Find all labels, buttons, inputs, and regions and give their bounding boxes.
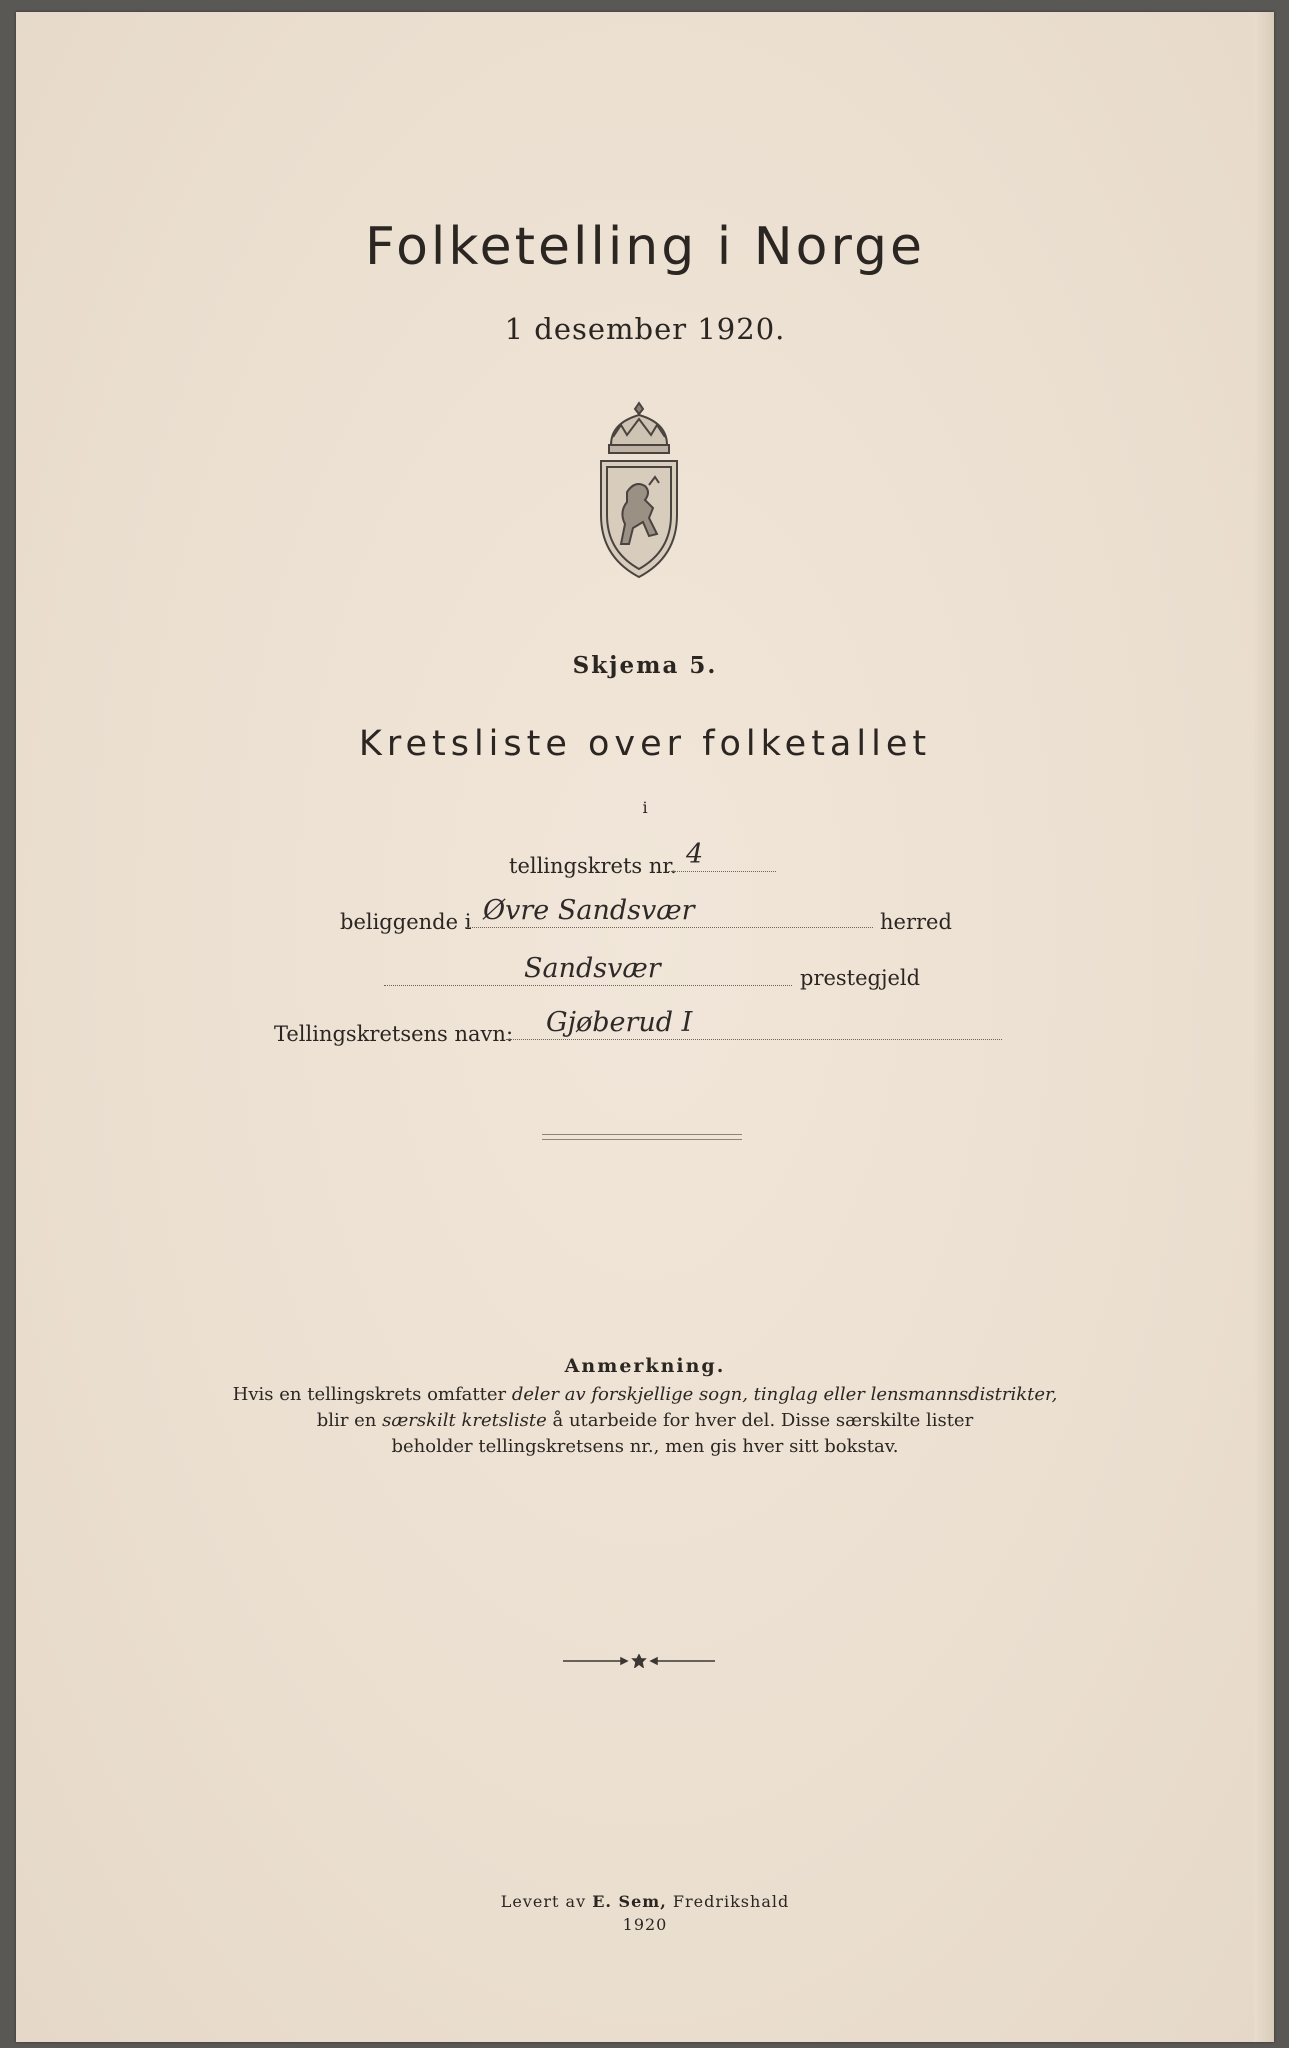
printer-name: E. Sem,	[592, 1892, 667, 1911]
navn-label: Tellingskretsens navn:	[274, 1022, 514, 1046]
note-line-2-text-b: å utarbeide for hver del. Disse særskilte lister	[546, 1410, 974, 1431]
note-title: Anmerkning.	[564, 1355, 726, 1377]
note-line-1-text: Hvis en tellingskrets omfatter	[232, 1384, 512, 1405]
tellingskrets-label: tellingskrets nr.	[509, 854, 677, 878]
printer-imprint	[16, 1892, 1274, 1911]
document-title: Folketelling i Norge	[365, 217, 925, 277]
beliggende-label: beliggende i	[340, 910, 472, 934]
navn-field[interactable]: Gjøberud I	[506, 1010, 1002, 1040]
herred-label: herred	[880, 910, 952, 934]
document-date: 1 desember 1920.	[504, 312, 786, 346]
printer-prefix: Levert av	[500, 1892, 593, 1911]
herred-field[interactable]: Øvre Sandsvær	[465, 898, 873, 928]
coat-of-arms-icon	[589, 397, 689, 582]
note-line-3: beholder tellingskretsens nr., men gis hver sitt bokstav.	[391, 1436, 899, 1457]
printer-year: 1920	[622, 1915, 668, 1934]
list-heading: Kretsliste over folketallet	[358, 724, 932, 764]
note-line-1-emphasis: deler av forskjellige sogn, tinglag eller lensmannsdistrikter,	[511, 1384, 1058, 1405]
tellingskrets-field[interactable]: 4	[668, 842, 776, 872]
connector-word: i	[642, 798, 648, 817]
prestegjeld-label: prestegjeld	[800, 966, 921, 990]
note-line-2	[16, 1410, 1274, 1431]
note-line-1	[16, 1384, 1274, 1405]
census-form-page	[16, 12, 1274, 2042]
printer-place: Fredrikshald	[666, 1892, 790, 1911]
prestegjeld-field[interactable]: Sandsvær	[384, 956, 792, 986]
ornament-divider-icon	[559, 1654, 719, 1668]
section-divider	[542, 1134, 742, 1140]
schema-number: Skjema 5.	[572, 652, 718, 679]
note-line-2-text-a: blir en	[316, 1410, 383, 1431]
note-line-2-emphasis: særskilt kretsliste	[382, 1410, 547, 1431]
